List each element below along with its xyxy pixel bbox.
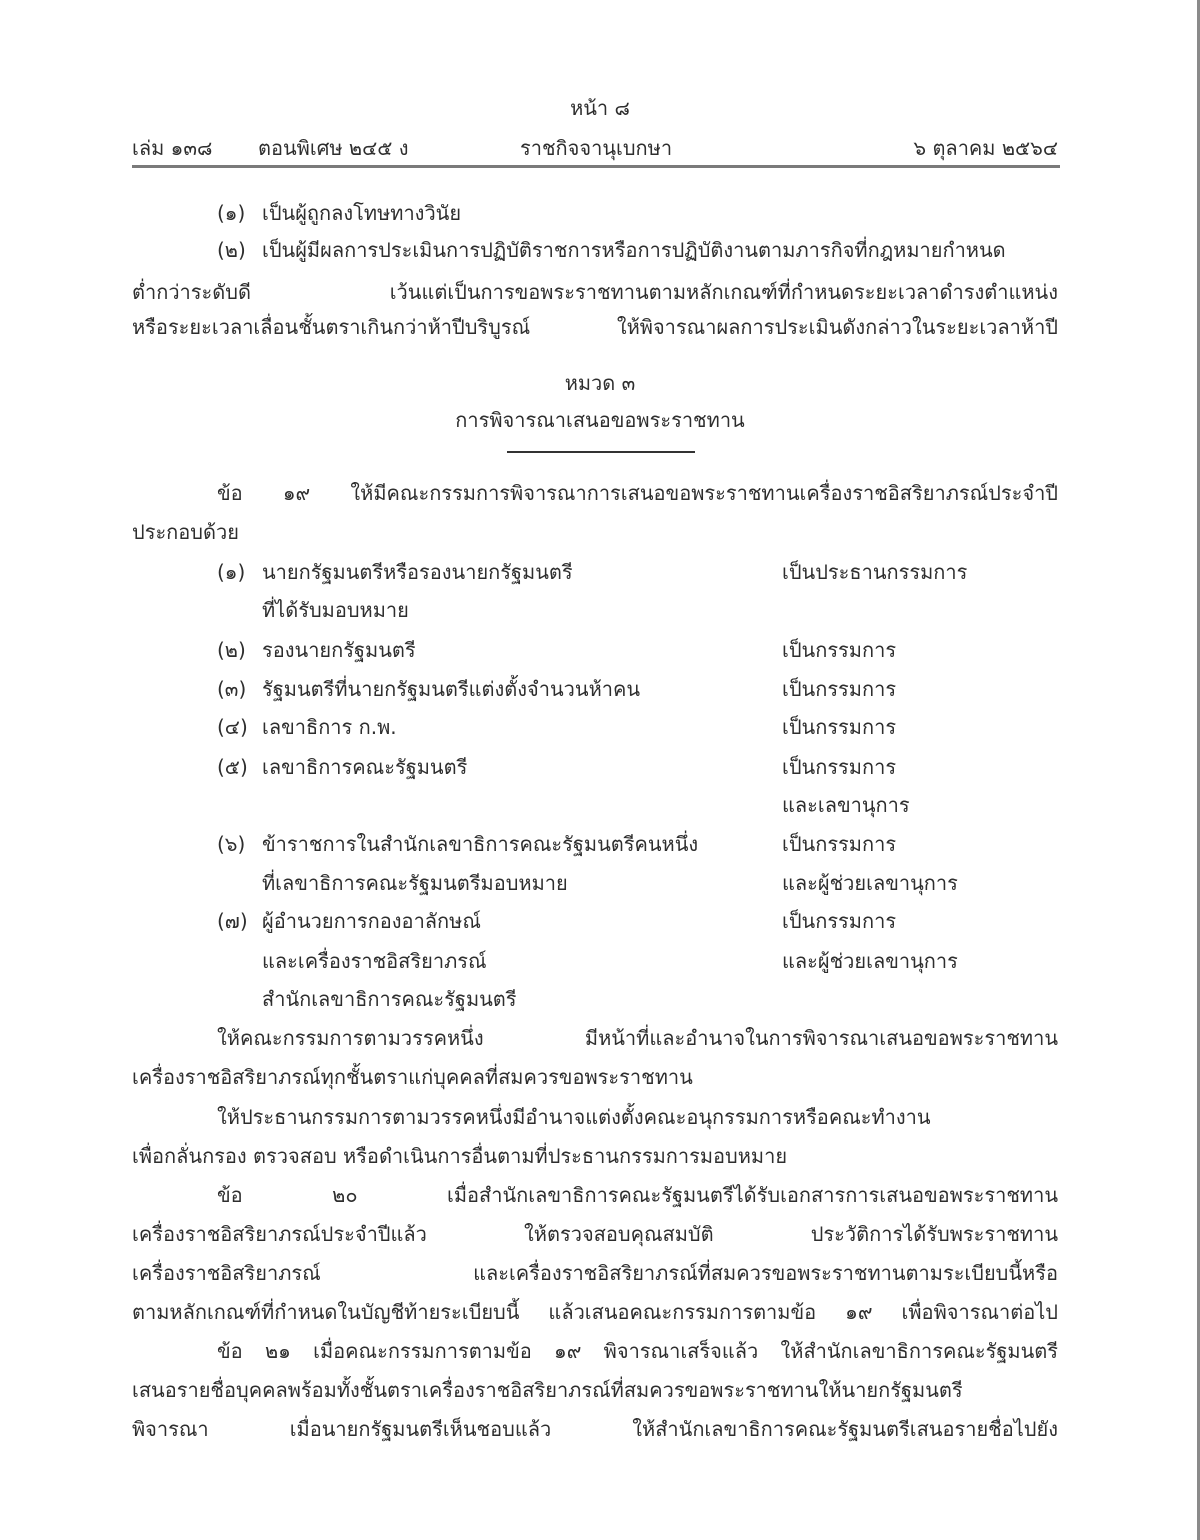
article-20-text: ข้อ ๒๐ เมื่อสำนักเลขาธิการคณะรัฐมนตรีได้รับเอกสารการเสนอขอพระราชทาน — [217, 1183, 1058, 1207]
member-role: เป็นกรรมการ — [782, 909, 897, 933]
article-21-text: พิจารณา เมื่อนายกรัฐมนตรีเห็นชอบแล้ว ให้สำนักเลขาธิการคณะรัฐมนตรีเสนอรายชื่อไปยัง — [132, 1417, 1058, 1441]
article-20-text: ตามหลักเกณฑ์ที่กำหนดในบัญชีท้ายระเบียบนี้ แล้วเสนอคณะกรรมการตามข้อ ๑๙ เพื่อพิจารณาต่อไป — [132, 1300, 1058, 1324]
item-text: หรือระยะเวลาเลื่อนชั้นตราเกินกว่าห้าปีบริบูรณ์ ให้พิจารณาผลการประเมินดังกล่าวในระยะเวลาห้าปี — [132, 315, 1058, 339]
article-19-text: ข้อ ๑๙ ให้มีคณะกรรมการพิจารณาการเสนอขอพระราชทานเครื่องราชอิสริยาภรณ์ประจำปี — [217, 481, 1058, 505]
item-text: เป็นผู้มีผลการประเมินการปฏิบัติราชการหรือการปฏิบัติงานตามภารกิจที่กฎหมายกำหนด — [262, 238, 1006, 262]
member-role: เป็นกรรมการ — [782, 755, 897, 779]
member-role: เป็นประธานกรรมการ — [782, 560, 968, 584]
paragraph-text: เพื่อกลั่นกรอง ตรวจสอบ หรือดำเนินการอื่นตามที่ประธานกรรมการมอบหมาย — [132, 1144, 788, 1168]
header-rule — [132, 165, 1060, 168]
member-name: และเครื่องราชอิสริยาภรณ์ — [262, 949, 487, 973]
article-20-text: เครื่องราชอิสริยาภรณ์ และเครื่องราชอิสริยาภรณ์ที่สมควรขอพระราชทานตามระเบียบนี้หรือ — [132, 1261, 1058, 1285]
article-20-text: เครื่องราชอิสริยาภรณ์ประจำปีแล้ว ให้ตรวจสอบคุณสมบัติ ประวัติการได้รับพระราชทาน — [132, 1222, 1058, 1246]
member-role: เป็นกรรมการ — [782, 677, 897, 701]
paragraph-text: เครื่องราชอิสริยาภรณ์ทุกชั้นตราแก่บุคคลที่สมควรขอพระราชทาน — [132, 1065, 693, 1089]
section-rule — [507, 451, 695, 453]
publication-date: ๖ ตุลาคม ๒๕๖๔ — [913, 136, 1058, 160]
member-name: รองนายกรัฐมนตรี — [262, 638, 416, 662]
volume-label: เล่ม ๑๓๘ — [132, 136, 213, 160]
member-name: รัฐมนตรีที่นายกรัฐมนตรีแต่งตั้งจำนวนห้าคน — [262, 677, 641, 701]
page-number: หน้า ๘ — [570, 96, 630, 120]
paragraph-text: ให้คณะกรรมการตามวรรคหนึ่ง มีหน้าที่และอำนาจในการพิจารณาเสนอขอพระราชทาน — [217, 1026, 1058, 1050]
member-role: เป็นกรรมการ — [782, 832, 897, 856]
member-name: นายกรัฐมนตรีหรือรองนายกรัฐมนตรี — [262, 560, 573, 584]
member-role: และผู้ช่วยเลขานุการ — [782, 949, 958, 973]
member-name: ที่เลขาธิการคณะรัฐมนตรีมอบหมาย — [262, 871, 568, 895]
member-number: (๖) — [217, 832, 246, 856]
member-number: (๕) — [217, 755, 248, 779]
article-21-text: เสนอรายชื่อบุคคลพร้อมทั้งชั้นตราเครื่องราชอิสริยาภรณ์ที่สมควรขอพระราชทานให้นายกรัฐมนตรี — [132, 1378, 963, 1402]
member-number: (๔) — [217, 715, 248, 739]
member-name: ผู้อำนวยการกองอาลักษณ์ — [262, 909, 481, 933]
section-title: การพิจารณาเสนอขอพระราชทาน — [455, 408, 745, 432]
article-21-text: ข้อ ๒๑ เมื่อคณะกรรมการตามข้อ ๑๙ พิจารณาเสร็จแล้ว ให้สำนักเลขาธิการคณะรัฐมนตรี — [217, 1339, 1058, 1363]
member-number: (๑) — [217, 560, 246, 584]
item-text: เป็นผู้ถูกลงโทษทางวินัย — [262, 201, 462, 225]
article-19-text: ประกอบด้วย — [132, 520, 239, 544]
member-role: เป็นกรรมการ — [782, 638, 897, 662]
member-name: สำนักเลขาธิการคณะรัฐมนตรี — [262, 987, 517, 1011]
member-name: เลขาธิการ ก.พ. — [262, 715, 397, 739]
paragraph-text: ให้ประธานกรรมการตามวรรคหนึ่งมีอำนาจแต่งตั้งคณะอนุกรรมการหรือคณะทำงาน — [217, 1105, 931, 1129]
member-name: เลขาธิการคณะรัฐมนตรี — [262, 755, 468, 779]
item-number: (๒) — [217, 238, 246, 262]
member-role: และผู้ช่วยเลขานุการ — [782, 871, 958, 895]
publication-title: ราชกิจจานุเบกษา — [520, 136, 673, 160]
member-number: (๗) — [217, 909, 248, 933]
issue-label: ตอนพิเศษ ๒๔๕ ง — [258, 136, 409, 160]
member-name: ที่ได้รับมอบหมาย — [262, 598, 409, 622]
member-name: ข้าราชการในสำนักเลขาธิการคณะรัฐมนตรีคนหนึ่ง — [262, 832, 699, 856]
member-number: (๓) — [217, 677, 247, 701]
member-role: และเลขานุการ — [782, 793, 910, 817]
item-number: (๑) — [217, 201, 246, 225]
section-label: หมวด ๓ — [564, 371, 636, 395]
member-role: เป็นกรรมการ — [782, 715, 897, 739]
member-number: (๒) — [217, 638, 246, 662]
item-text: ต่ำกว่าระดับดี เว้นแต่เป็นการขอพระราชทานตามหลักเกณฑ์ที่กำหนดระยะเวลาดำรงตำแหน่ง — [132, 280, 1058, 304]
